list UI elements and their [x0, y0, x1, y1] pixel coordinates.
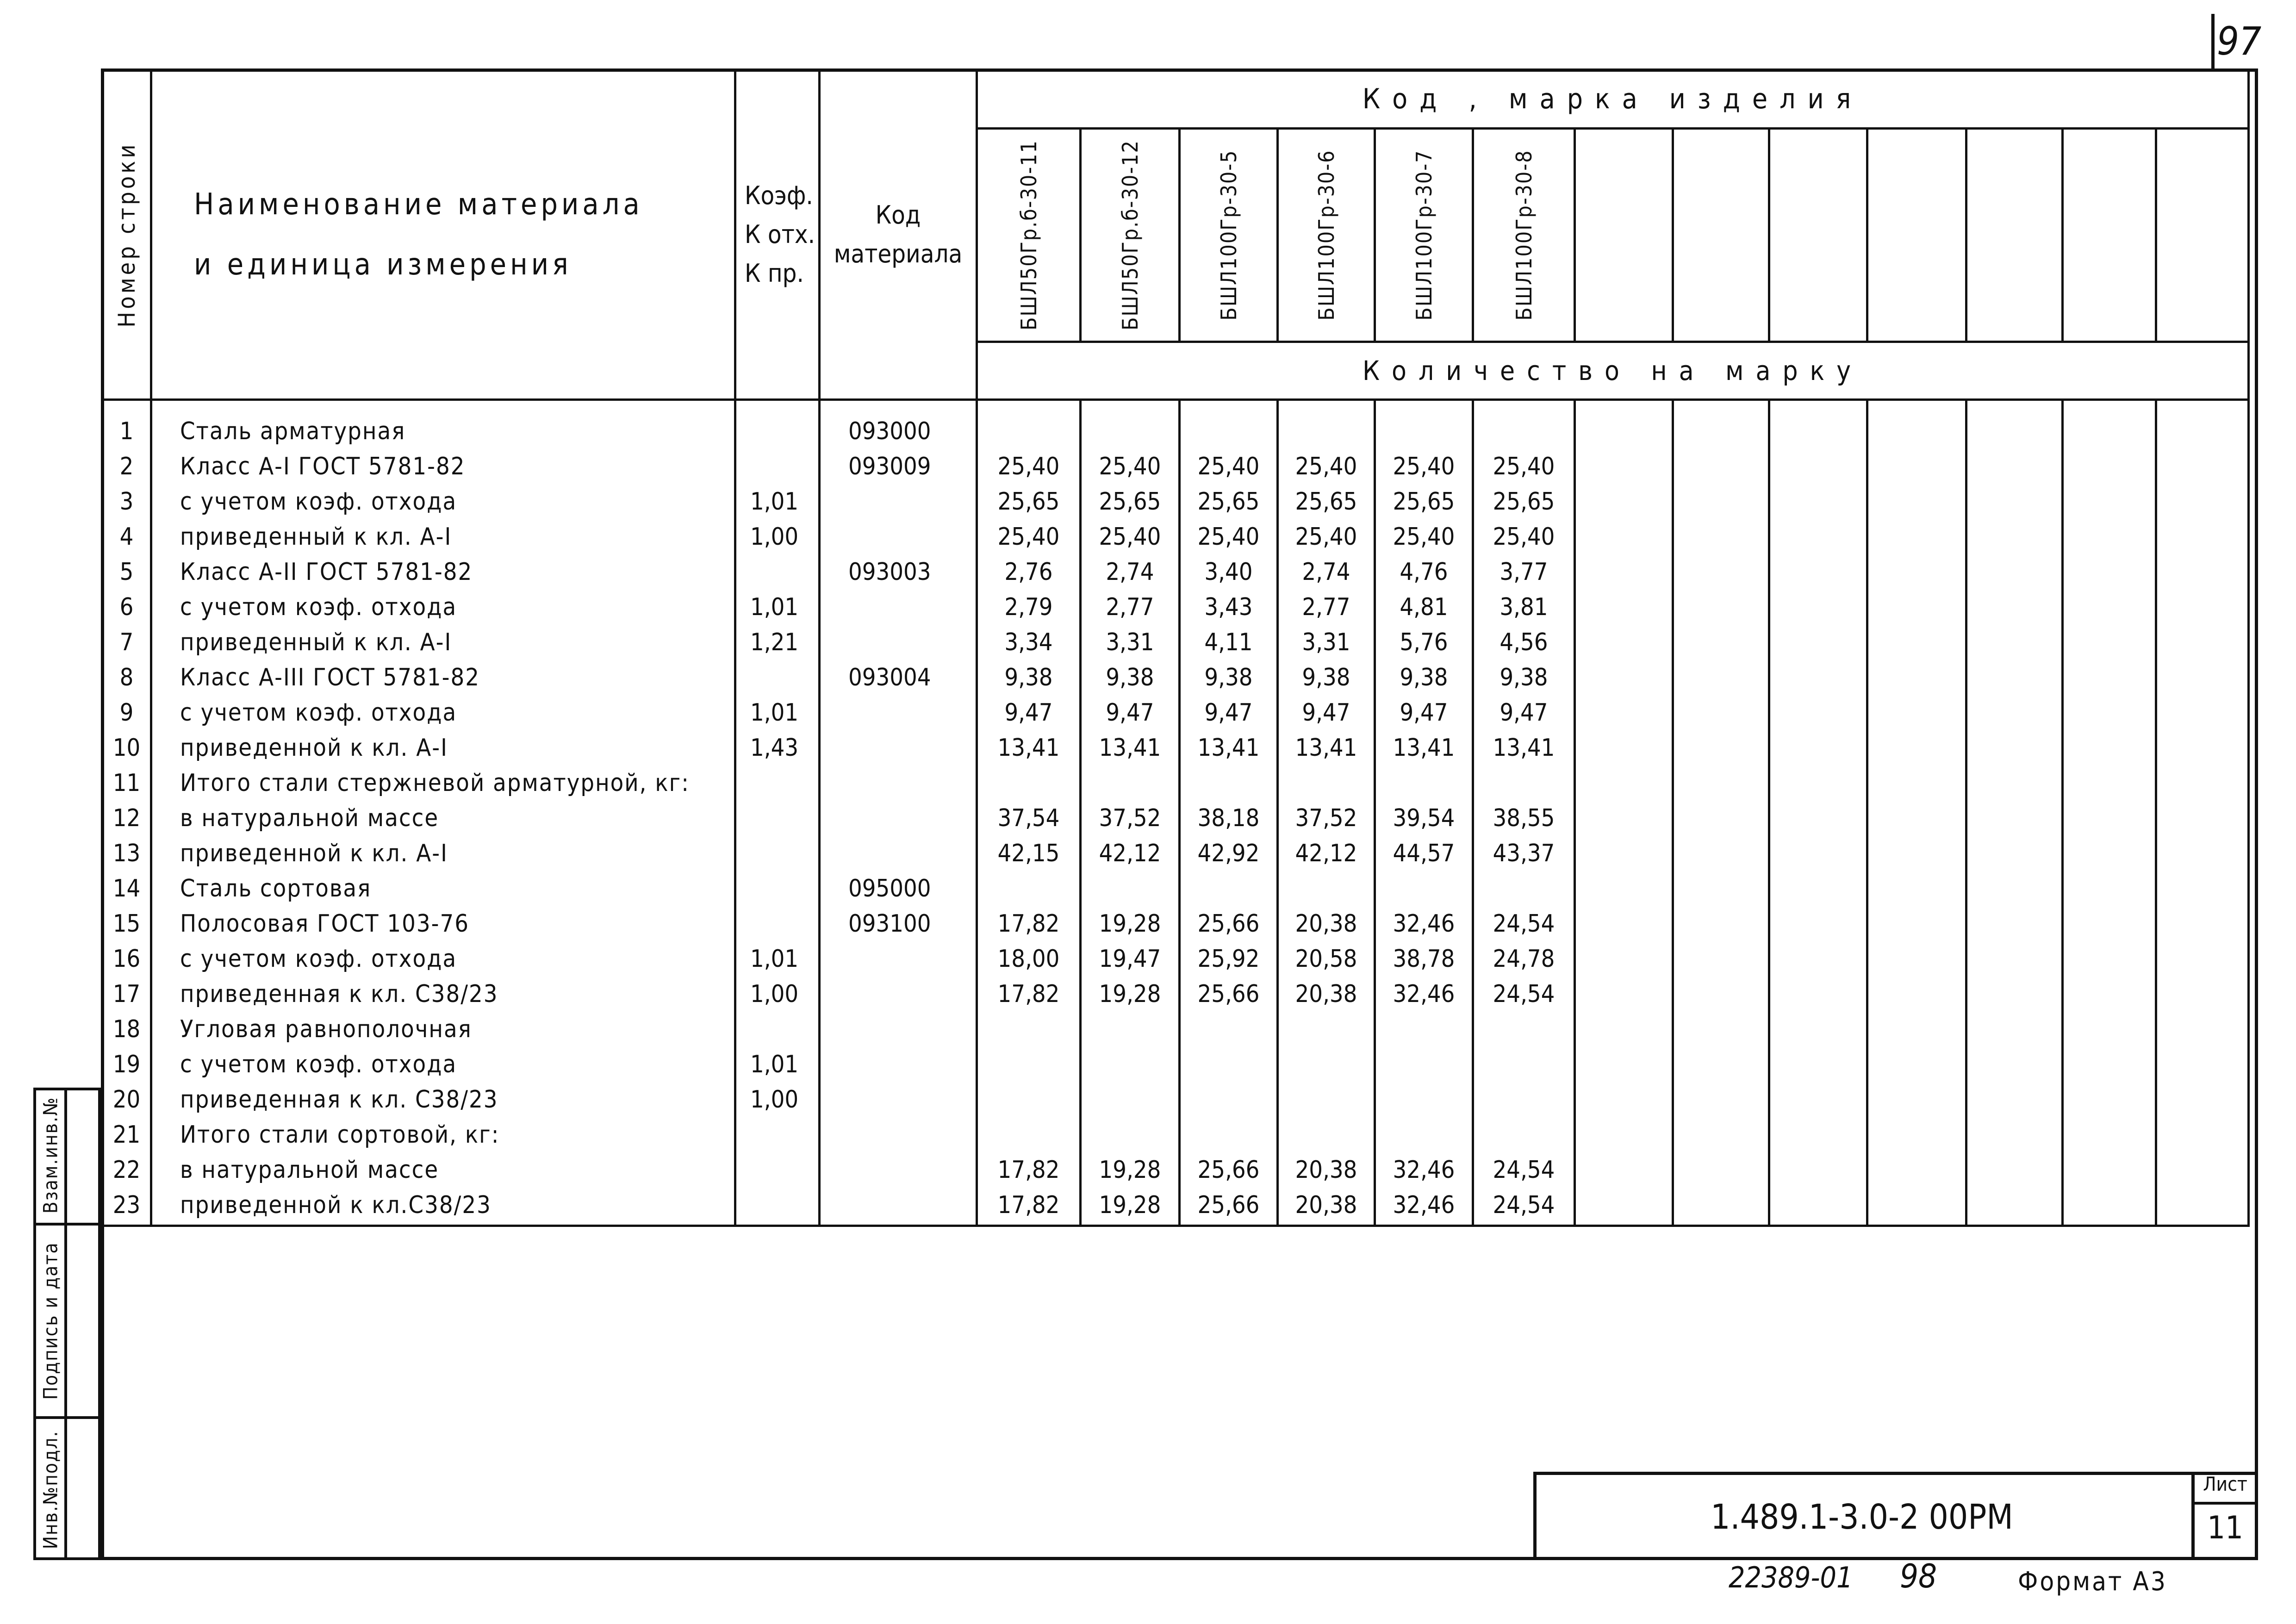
material-code — [848, 941, 976, 977]
material-name: приведенный к кл. А-I — [180, 628, 452, 656]
row-number: 16 — [112, 945, 141, 973]
values-column-4 — [1278, 400, 1375, 1226]
material-code — [848, 1152, 976, 1188]
quantity-value: 9,38 — [1004, 664, 1053, 691]
material-name: Угловая равнополочная — [180, 1015, 472, 1043]
quantity-value — [1082, 871, 1178, 906]
quantity-value: 25,40 — [1197, 523, 1260, 551]
quantity-value — [1181, 1082, 1276, 1117]
material-code: 093100 — [848, 910, 931, 938]
quantity-value: 25,66 — [1197, 1191, 1260, 1219]
quantity-value: 20,38 — [1295, 910, 1357, 938]
coefficient: 1,21 — [750, 628, 799, 656]
row-number: 14 — [112, 875, 141, 902]
quantity-value: 25,66 — [1197, 910, 1260, 938]
material-code — [848, 765, 976, 801]
sheet-label: Лист — [2203, 1473, 2247, 1495]
material-codes-column — [820, 400, 977, 1226]
quantity-value: 13,41 — [1393, 734, 1455, 762]
material-name: в натуральной массе — [180, 1156, 439, 1184]
material-code — [848, 519, 976, 554]
row-number: 6 — [119, 593, 134, 621]
quantity-value: 3,31 — [1106, 628, 1154, 656]
header-row-group — [102, 70, 2249, 129]
product-mark-5: БШЛ100Гр-30-7 — [1375, 129, 1473, 342]
quantity-value: 17,82 — [997, 980, 1060, 1008]
quantity-value: 37,54 — [997, 804, 1060, 832]
quantity-value — [1082, 765, 1178, 801]
quantity-value — [1376, 414, 1472, 449]
quantity-value: 25,40 — [1493, 453, 1555, 480]
quantity-value: 25,65 — [1295, 488, 1357, 516]
quantity-value — [1181, 1047, 1276, 1082]
row-number: 1 — [119, 417, 134, 445]
quantity-value — [1279, 1082, 1374, 1117]
quantity-value: 19,28 — [1099, 980, 1161, 1008]
material-name: Полосовая ГОСТ 103-76 — [180, 910, 470, 938]
quantity-value: 3,81 — [1500, 593, 1548, 621]
material-name: приведенной к кл.С38/23 — [180, 1191, 492, 1219]
quantity-value: 20,38 — [1295, 980, 1357, 1008]
quantity-value: 13,41 — [1099, 734, 1161, 762]
quantity-value: 38,55 — [1493, 804, 1555, 832]
values-column-empty — [1575, 400, 1673, 1226]
coefficient: 1,01 — [750, 488, 799, 516]
quantity-value: 2,77 — [1106, 593, 1154, 621]
values-column-empty — [1867, 400, 1966, 1226]
quantity-value: 25,66 — [1197, 980, 1260, 1008]
material-code: 093009 — [848, 453, 931, 480]
quantity-value: 37,52 — [1295, 804, 1357, 832]
quantity-value: 20,38 — [1295, 1156, 1357, 1184]
material-code — [848, 801, 976, 836]
row-number: 5 — [119, 558, 134, 586]
material-names-column — [151, 400, 735, 1226]
material-name: с учетом коэф. отхода — [180, 945, 457, 973]
coefficient: 1,01 — [750, 699, 799, 727]
quantity-value: 17,82 — [997, 1191, 1060, 1219]
quantity-value: 25,40 — [1099, 523, 1161, 551]
product-mark-empty — [1575, 129, 1673, 342]
material-name: Сталь арматурная — [180, 417, 406, 445]
quantity-value: 42,12 — [1295, 840, 1357, 867]
material-code — [848, 730, 976, 765]
quantity-value: 25,40 — [997, 523, 1060, 551]
page-number-divider — [2211, 14, 2215, 69]
quantity-value: 44,57 — [1393, 840, 1455, 867]
quantity-value: 37,52 — [1099, 804, 1161, 832]
row-number: 19 — [112, 1051, 141, 1078]
row-number: 11 — [112, 769, 141, 797]
quantity-value: 4,76 — [1400, 558, 1448, 586]
row-number: 17 — [112, 980, 141, 1008]
quantity-value — [1474, 1117, 1574, 1152]
coefficient: 1,00 — [750, 1086, 799, 1114]
format-label: Формат А3 — [2018, 1567, 2167, 1597]
product-mark-empty — [1769, 129, 1867, 342]
row-number: 15 — [112, 910, 141, 938]
orig-inv-cell: Инв.№подл. — [39, 1430, 62, 1549]
quantity-value — [1279, 1117, 1374, 1152]
product-mark-1: БШЛ50Гр.б-30-11 — [977, 129, 1081, 342]
coefficient — [750, 1012, 818, 1047]
coefficient — [750, 906, 818, 941]
quantity-value: 4,11 — [1204, 628, 1253, 656]
material-code — [848, 590, 976, 625]
material-name: с учетом коэф. отхода — [180, 1051, 457, 1078]
product-mark-4: БШЛ100Гр-30-6 — [1278, 129, 1375, 342]
quantity-value: 25,65 — [1493, 488, 1555, 516]
quantity-value: 32,46 — [1393, 910, 1455, 938]
material-code — [848, 625, 976, 660]
quantity-value: 25,65 — [1393, 488, 1455, 516]
material-name: Итого стали сортовой, кг: — [180, 1121, 500, 1149]
quantity-value: 13,41 — [1493, 734, 1555, 762]
quantity-value — [978, 1117, 1079, 1152]
quantity-value: 19,28 — [1099, 1156, 1161, 1184]
material-name-header — [151, 70, 735, 400]
document-code: 1.489.1-3.0-2 00РМ — [1711, 1497, 2013, 1537]
quantity-value — [978, 765, 1079, 801]
quantity-value — [1082, 1117, 1178, 1152]
row-numbers-column — [102, 400, 151, 1226]
values-column-6 — [1473, 400, 1575, 1226]
replace-inv-cell: Взам.инв.№ — [39, 1096, 62, 1214]
quantity-value: 25,40 — [997, 453, 1060, 480]
material-code: 093000 — [848, 417, 931, 445]
quantity-value — [1181, 414, 1276, 449]
quantity-value: 25,65 — [1197, 488, 1260, 516]
quantity-value: 2,76 — [1004, 558, 1053, 586]
inventory-page: 98 — [1900, 1557, 1937, 1595]
material-name: в натуральной массе — [180, 804, 439, 832]
row-number: 12 — [112, 804, 141, 832]
material-name: с учетом коэф. отхода — [180, 699, 457, 727]
material-name: с учетом коэф. отхода — [180, 488, 457, 516]
quantity-value: 3,77 — [1500, 558, 1548, 586]
page-number: 97 — [2217, 19, 2262, 64]
quantity-value — [1474, 1082, 1574, 1117]
row-number: 21 — [112, 1121, 141, 1149]
material-name: приведенный к кл. А-I — [180, 523, 452, 551]
material-code — [848, 1047, 976, 1082]
product-mark-empty — [2156, 129, 2249, 342]
coefficient — [750, 1188, 818, 1223]
coefficient — [750, 765, 818, 801]
values-column-5 — [1375, 400, 1473, 1226]
quantity-value: 9,47 — [1500, 699, 1548, 727]
quantity-value: 2,74 — [1106, 558, 1154, 586]
quantity-value: 38,78 — [1393, 945, 1455, 973]
quantity-value: 20,58 — [1295, 945, 1357, 973]
row-number: 10 — [112, 734, 141, 762]
quantity-value — [1279, 1012, 1374, 1047]
material-name: Класс А-III ГОСТ 5781-82 — [180, 664, 480, 691]
quantity-value — [1474, 1012, 1574, 1047]
quantity-value: 3,40 — [1204, 558, 1253, 586]
quantity-value: 2,77 — [1302, 593, 1350, 621]
quantity-value — [1279, 414, 1374, 449]
row-number: 4 — [119, 523, 134, 551]
quantity-value: 25,66 — [1197, 1156, 1260, 1184]
material-code — [848, 836, 976, 871]
quantity-value — [1181, 871, 1276, 906]
coefficient — [750, 836, 818, 871]
row-number: 3 — [119, 488, 134, 516]
quantity-value: 13,41 — [997, 734, 1060, 762]
quantity-value: 9,47 — [1302, 699, 1350, 727]
material-code — [848, 484, 976, 519]
quantity-value: 24,54 — [1493, 980, 1555, 1008]
body-row — [102, 400, 2249, 1226]
sheet-box-divider — [2191, 1502, 2258, 1505]
quantity-value: 32,46 — [1393, 980, 1455, 1008]
material-name: с учетом коэф. отхода — [180, 593, 457, 621]
product-mark-3: БШЛ100Гр-30-5 — [1180, 129, 1278, 342]
quantity-value — [1474, 414, 1574, 449]
material-name: Класс А-II ГОСТ 5781-82 — [180, 558, 473, 586]
product-mark-2: БШЛ50Гр.б-30-12 — [1081, 129, 1180, 342]
quantity-value — [1376, 1117, 1472, 1152]
values-column-1 — [977, 400, 1081, 1226]
sheet-number: 11 — [2207, 1510, 2243, 1546]
quantity-value: 25,65 — [997, 488, 1060, 516]
quantity-value — [1474, 1047, 1574, 1082]
quantity-value: 4,56 — [1500, 628, 1548, 656]
quantity-value — [978, 1082, 1079, 1117]
quantity-value — [1279, 871, 1374, 906]
quantity-value: 3,31 — [1302, 628, 1350, 656]
material-name: приведенной к кл. А-I — [180, 734, 448, 762]
coefficients-column — [735, 400, 820, 1226]
quantity-value: 24,54 — [1493, 1156, 1555, 1184]
quantity-value: 9,47 — [1400, 699, 1448, 727]
coefficient: 1,00 — [750, 523, 799, 551]
coefficient — [750, 449, 818, 484]
coefficient: 1,01 — [750, 1051, 799, 1078]
values-column-3 — [1180, 400, 1278, 1226]
quantity-value — [1082, 1012, 1178, 1047]
material-code — [848, 977, 976, 1012]
quantity-value: 25,40 — [1197, 453, 1260, 480]
material-name: приведенной к кл. А-I — [180, 840, 448, 867]
quantity-value: 19,28 — [1099, 1191, 1161, 1219]
material-name: Итого стали стержневой арматурной, кг: — [180, 769, 690, 797]
quantity-value: 17,82 — [997, 910, 1060, 938]
quantity-value — [1181, 1117, 1276, 1152]
material-code: 095000 — [848, 875, 931, 902]
specification-table — [101, 68, 2250, 1227]
coefficient: 1,01 — [750, 593, 799, 621]
quantity-value — [1376, 765, 1472, 801]
row-number: 9 — [119, 699, 134, 727]
quantity-value: 5,76 — [1400, 628, 1448, 656]
quantity-value: 24,54 — [1493, 1191, 1555, 1219]
product-mark-empty — [1673, 129, 1769, 342]
quantity-value: 32,46 — [1393, 1191, 1455, 1219]
coefficient: 1,43 — [750, 734, 799, 762]
quantity-value: 19,47 — [1099, 945, 1161, 973]
quantity-value — [1474, 765, 1574, 801]
quantity-value: 24,78 — [1493, 945, 1555, 973]
material-code — [848, 1188, 976, 1223]
values-column-empty — [2156, 400, 2249, 1226]
quantity-value: 2,74 — [1302, 558, 1350, 586]
quantity-value — [978, 871, 1079, 906]
row-number: 22 — [112, 1156, 141, 1184]
quantity-value — [1082, 1047, 1178, 1082]
quantity-value: 20,38 — [1295, 1191, 1357, 1219]
material-name: Класс А-I ГОСТ 5781-82 — [180, 453, 466, 480]
quantity-value: 25,40 — [1295, 523, 1357, 551]
quantity-value — [1181, 765, 1276, 801]
quantity-value — [1082, 1082, 1178, 1117]
material-name: приведенная к кл. С38/23 — [180, 1086, 498, 1114]
quantity-value: 25,92 — [1197, 945, 1260, 973]
quantity-value: 25,40 — [1393, 453, 1455, 480]
material-name: Сталь сортовая — [180, 875, 372, 902]
quantity-value — [1376, 1047, 1472, 1082]
inventory-number: 22389-01 — [1729, 1561, 1853, 1594]
values-column-2 — [1081, 400, 1180, 1226]
coef-header: Коэф. К отх. К пр. — [735, 70, 820, 400]
material-code — [848, 695, 976, 730]
quantity-value — [1279, 765, 1374, 801]
row-number: 18 — [112, 1015, 141, 1043]
product-mark-empty — [2063, 129, 2156, 342]
quantity-value — [1376, 1082, 1472, 1117]
material-name-line2: и единица измерения — [194, 248, 572, 282]
quantity-value — [1376, 871, 1472, 906]
quantity-value: 25,40 — [1295, 453, 1357, 480]
row-number: 8 — [119, 664, 134, 691]
quantity-value — [978, 1047, 1079, 1082]
quantity-value: 39,54 — [1393, 804, 1455, 832]
material-name-line1: Наименование материала — [194, 187, 643, 222]
quantity-value: 25,65 — [1099, 488, 1161, 516]
quantity-value: 2,79 — [1004, 593, 1053, 621]
quantity-value: 42,92 — [1197, 840, 1260, 867]
quantity-value — [978, 414, 1079, 449]
values-column-empty — [1769, 400, 1867, 1226]
quantity-value — [1376, 1012, 1472, 1047]
coefficient: 1,01 — [750, 945, 799, 973]
row-number: 2 — [119, 453, 134, 480]
coefficient — [750, 554, 818, 590]
product-mark-empty — [1966, 129, 2063, 342]
material-code — [848, 1117, 976, 1152]
coefficient — [750, 1152, 818, 1188]
quantity-value — [1474, 871, 1574, 906]
quantity-value: 25,40 — [1493, 523, 1555, 551]
product-mark-empty — [1867, 129, 1966, 342]
quantity-value — [1181, 1012, 1276, 1047]
quantity-value: 13,41 — [1197, 734, 1260, 762]
row-number: 7 — [119, 628, 134, 656]
row-number: 20 — [112, 1086, 141, 1114]
material-name: приведенная к кл. С38/23 — [180, 980, 498, 1008]
material-code-header: Код материала — [820, 70, 977, 400]
quantity-value: 9,38 — [1106, 664, 1154, 691]
coefficient — [750, 1117, 818, 1152]
quantity-value: 9,38 — [1500, 664, 1548, 691]
quantity-value — [978, 1012, 1079, 1047]
quantity-value: 9,47 — [1106, 699, 1154, 727]
coefficient — [750, 871, 818, 906]
values-column-empty — [1673, 400, 1769, 1226]
coefficient: 1,00 — [750, 980, 799, 1008]
quantity-value: 38,18 — [1197, 804, 1260, 832]
quantity-per-mark-header: Количество на марку — [977, 342, 2249, 400]
material-code — [848, 1082, 976, 1117]
row-number-header: Номер строки — [102, 70, 151, 400]
coefficient — [750, 801, 818, 836]
quantity-value: 42,12 — [1099, 840, 1161, 867]
row-number: 23 — [112, 1191, 141, 1219]
quantity-value: 9,38 — [1302, 664, 1350, 691]
quantity-value: 25,40 — [1099, 453, 1161, 480]
quantity-value: 42,15 — [997, 840, 1060, 867]
quantity-value: 18,00 — [997, 945, 1060, 973]
quantity-value: 17,82 — [997, 1156, 1060, 1184]
product-mark-6: БШЛ100Гр-30-8 — [1473, 129, 1575, 342]
product-group-header: Код , марка изделия — [977, 70, 2249, 129]
values-column-empty — [1966, 400, 2063, 1226]
material-code: 093004 — [848, 664, 931, 691]
quantity-value: 9,38 — [1204, 664, 1253, 691]
quantity-value — [1279, 1047, 1374, 1082]
quantity-value: 3,34 — [1004, 628, 1053, 656]
coefficient — [750, 660, 818, 695]
quantity-value: 43,37 — [1493, 840, 1555, 867]
values-column-empty — [2063, 400, 2156, 1226]
quantity-value: 32,46 — [1393, 1156, 1455, 1184]
quantity-value: 25,40 — [1393, 523, 1455, 551]
material-code — [848, 1012, 976, 1047]
quantity-value: 19,28 — [1099, 910, 1161, 938]
quantity-value: 9,38 — [1400, 664, 1448, 691]
quantity-value: 24,54 — [1493, 910, 1555, 938]
sign-date-cell: Подпись и дата — [39, 1242, 62, 1400]
quantity-value: 9,47 — [1004, 699, 1053, 727]
quantity-value — [1082, 414, 1178, 449]
material-code: 093003 — [848, 558, 931, 586]
coefficient — [750, 414, 818, 449]
quantity-value: 4,81 — [1400, 593, 1448, 621]
quantity-value: 9,47 — [1204, 699, 1253, 727]
row-number: 13 — [112, 840, 141, 867]
quantity-value: 3,43 — [1204, 593, 1253, 621]
quantity-value: 13,41 — [1295, 734, 1357, 762]
